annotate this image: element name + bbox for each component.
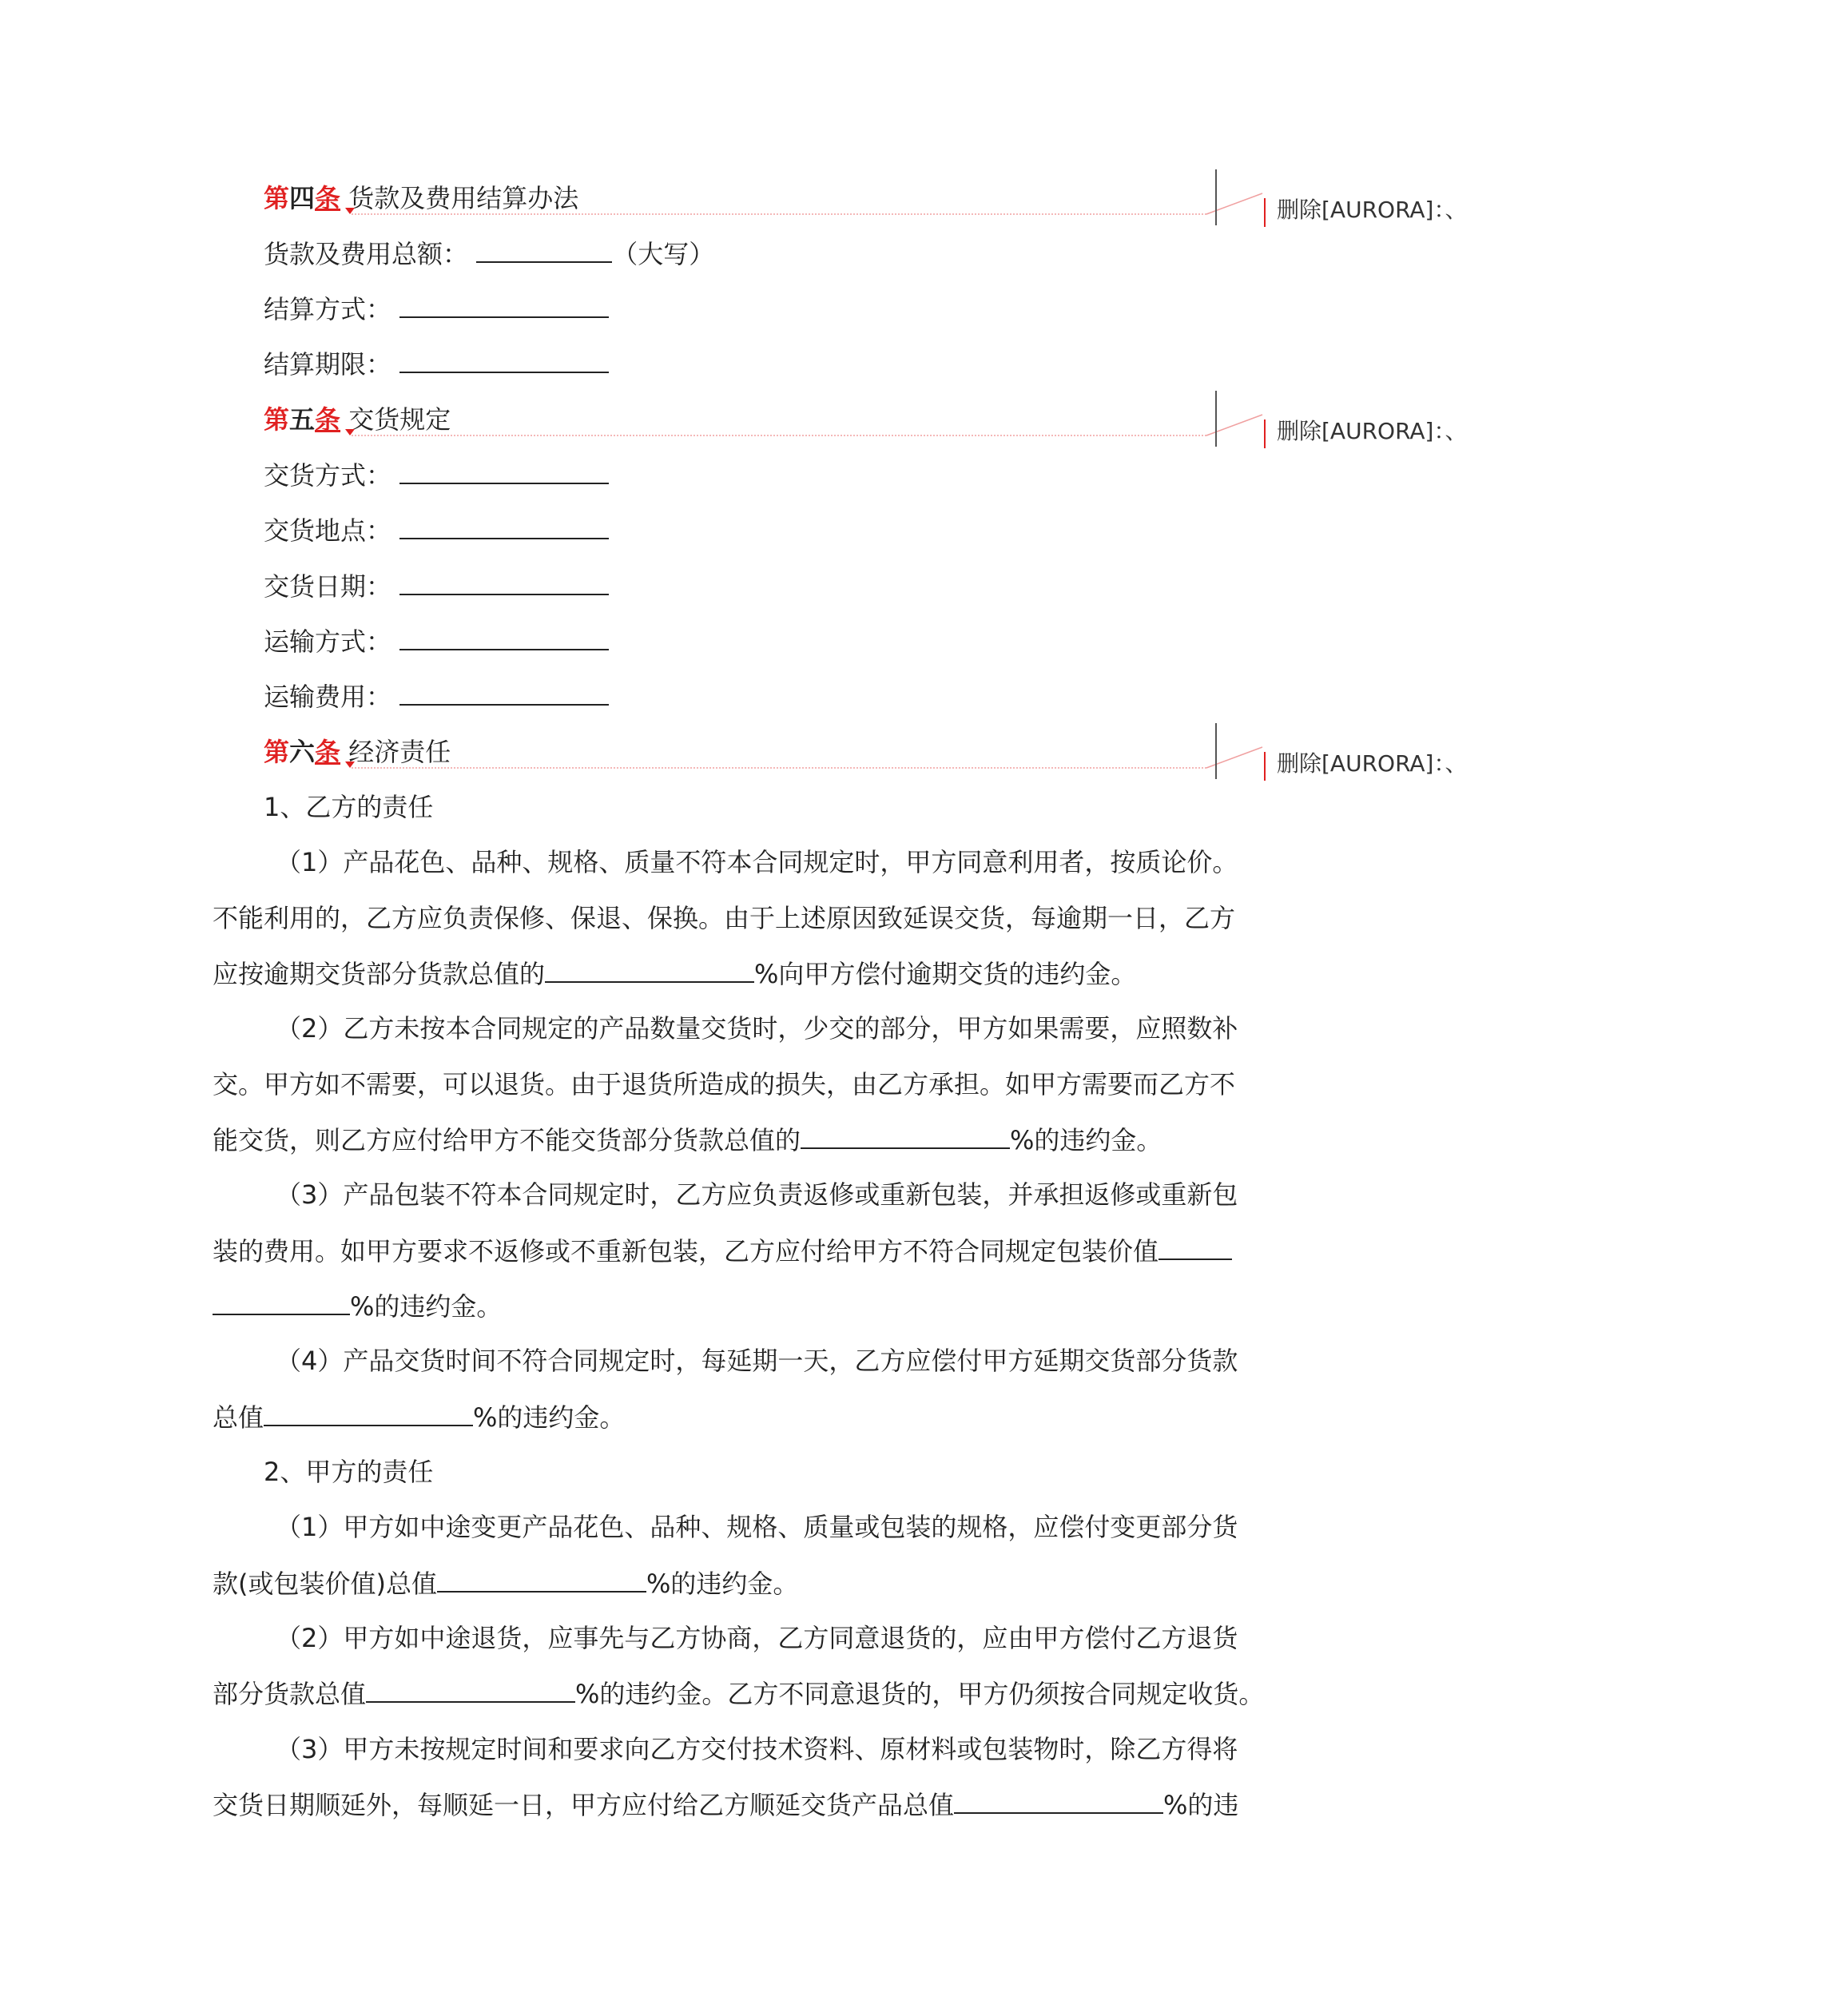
text-span: 总值	[213, 1402, 264, 1433]
text-span: 部分货款总值	[213, 1679, 367, 1709]
field-label: 结算期限：	[264, 349, 392, 380]
heading-prefix: 第	[264, 183, 290, 213]
text-span: 应按逾期交货部分货款总值的	[213, 959, 546, 989]
comment-marker	[1264, 198, 1266, 227]
field-label: 运输费用：	[264, 682, 392, 712]
comment-marker	[1264, 752, 1266, 781]
markup-connector-1	[352, 193, 1262, 214]
paragraph-line: （1）产品花色、品种、规格、质量不符本合同规定时，甲方同意利用者，按质论价。	[276, 847, 1238, 877]
text-span: %的违约金。乙方不同意退货的，甲方仍须按合同规定收货。	[575, 1679, 1265, 1709]
heading-number: 五	[289, 404, 316, 435]
margin-bar	[1215, 169, 1217, 225]
text-span: 能交货，则乙方应付给甲方不能交货部分货款总值的	[213, 1125, 801, 1155]
paragraph-line: （1）甲方如中途变更产品花色、品种、规格、质量或包装的规格，应偿付变更部分货	[276, 1512, 1238, 1542]
subsection-heading: 2、甲方的责任	[264, 1457, 434, 1487]
heading-title: 货款及费用结算办法	[340, 183, 579, 213]
markup-connector-3	[352, 747, 1262, 768]
paragraph-line: （2）甲方如中途退货，应事先与乙方协商，乙方同意退货的，应由甲方偿付乙方退货	[276, 1623, 1238, 1653]
subsection-heading: 1、乙方的责任	[264, 792, 434, 822]
paragraph-line: （3）产品包装不符本合同规定时，乙方应负责返修或重新包装，并承担返修或重新包	[276, 1179, 1238, 1210]
field-label: 运输方式：	[264, 626, 392, 657]
heading-title: 经济责任	[340, 737, 451, 767]
text-span: %的违约金。	[350, 1291, 503, 1322]
text-span: 款(或包装价值)总值	[213, 1569, 437, 1599]
margin-bar	[1215, 723, 1217, 779]
field-label: 交货方式：	[264, 460, 392, 491]
heading-prefix: 第	[264, 404, 290, 435]
field-note: （大写）	[612, 239, 715, 269]
field-label: 货款及费用总额：	[264, 239, 469, 269]
field-label: 交货日期：	[264, 571, 392, 602]
heading-title: 交货规定	[340, 404, 451, 435]
heading-suffix: 条	[315, 737, 341, 767]
paragraph-line: （3）甲方未按规定时间和要求向乙方交付技术资料、原材料或包装物时，除乙方得将	[276, 1734, 1238, 1764]
comment-marker	[1264, 420, 1266, 448]
heading-suffix: 条	[315, 404, 341, 435]
markup-connector-2	[352, 415, 1262, 435]
text-span: 装的费用。如甲方要求不返修或不重新包装，乙方应付给甲方不符合同规定包装价值	[213, 1236, 1159, 1266]
paragraph-line: （2）乙方未按本合同规定的产品数量交货时，少交的部分，甲方如果需要，应照数补	[276, 1013, 1238, 1044]
comment-balloon-3[interactable]: 删除[AURORA]：、	[1277, 750, 1468, 777]
paragraph-line: 不能利用的，乙方应负责保修、保退、保换。由于上述原因致延误交货，每逾期一日，乙方	[213, 903, 1236, 933]
text-span: %的违	[1163, 1790, 1239, 1820]
comment-balloon-2[interactable]: 删除[AURORA]：、	[1277, 418, 1468, 444]
field-label: 结算方式：	[264, 294, 392, 324]
comment-balloon-1[interactable]: 删除[AURORA]：、	[1277, 197, 1468, 223]
heading-number: 六	[289, 737, 316, 767]
field-label: 交货地点：	[264, 515, 392, 546]
text-span: %的违约金。	[1010, 1125, 1162, 1155]
text-span: 交货日期顺延外，每顺延一日，甲方应付给乙方顺延交货产品总值	[213, 1790, 955, 1820]
paragraph-line: 交。甲方如不需要，可以退货。由于退货所造成的损失，由乙方承担。如甲方需要而乙方不	[213, 1069, 1236, 1099]
heading-number: 四	[289, 183, 316, 213]
paragraph-line: （4）产品交货时间不符合同规定时，每延期一天，乙方应偿付甲方延期交货部分货款	[276, 1346, 1238, 1376]
text-span: %向甲方偿付逾期交货的违约金。	[754, 959, 1137, 989]
text-span: %的违约金。	[646, 1569, 799, 1599]
heading-suffix: 条	[315, 183, 341, 213]
heading-prefix: 第	[264, 737, 290, 767]
text-span: %的违约金。	[473, 1402, 626, 1433]
margin-bar	[1215, 391, 1217, 447]
